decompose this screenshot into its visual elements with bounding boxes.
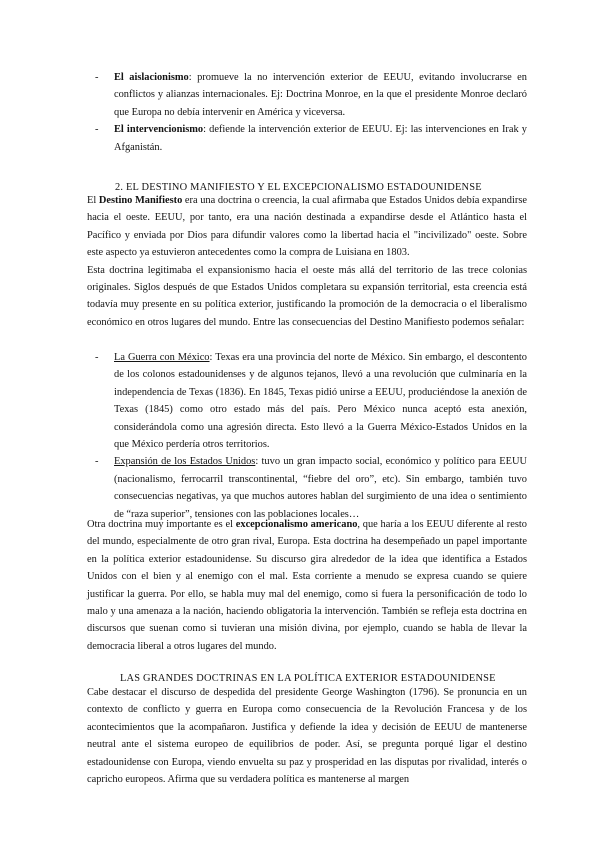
- section-body: [87, 192, 527, 331]
- bold-term: Destino Manifiesto: [98, 195, 183, 206]
- list-item: [91, 453, 527, 523]
- paragraph: Cabe destacar el discurso de despedida del presidente George Washington (1796). Se pronuncia en un contexto de conflicto y guerra en Europa como consecuencia de la Revolución Francesa y de los acontecimientos que la acompañaron. Justifica y defiende la idea y decisión de EEUU de mantenerse neutral ante el sistema europeo de equilibrios de poder. Así, se pregunta porqué ligar el destino estadounidense con Europa, viendo envuelta su paz y prosperidad en las disputas por rivalidad, interés o capricho europeos. Afirma que su verdadera política es mantenerse al margen: [87, 687, 527, 786]
- bullet-term: La Guerra con México: [114, 352, 210, 363]
- bullet-dash: -: [95, 124, 99, 136]
- section-heading: 2. EL DESTINO MANIFIESTO Y EL EXCEPCIONALISMO ESTADOUNIDENSE: [115, 182, 482, 193]
- paragraph: El Destino Manifiesto era una doctrina o creencia, la cual afirmaba que Estados Unidos debía expandirse hacia el oeste. EEUU, por tanto, era una nación destinada a expandirse desde el Atlántico hasta el Pacífico y enviada por Dios para difundir valores como la libertad hacia el "incivilizado" oeste. Sobre este aspecto ya estuvieron antecedentes como la compra de Luisiana en 1803.: [87, 195, 527, 259]
- bullet-term: El aislacionismo: [114, 72, 189, 83]
- bullet-term: Expansión de los Estados Unidos: [114, 456, 256, 468]
- list-item: [91, 69, 527, 121]
- section-body: [87, 516, 527, 655]
- paragraph: Otra doctrina muy importante es el excepcionalismo americano, que haría a los EEUU diferente al resto del mundo, especialmente de otro gran rival, Europa. Esta doctrina ha desempeñado un papel importante en la política exterior estadounidense. Su discurso gira alrededor de la idea que identifica a Estados Unidos con el bien y al enemigo con el mal. Esta corriente a menudo se expresa cuando se quiere justificar la guerra. Por ello, se habla muy mal del enemigo, como si fuera la personificación de todo lo malo y una amenaza a la nación, haciendo obligatoria la intervención. También se refleja esta doctrina en discursos que suenan como si tuvieran una misión divina, por ejemplo, cuando se habla de llevar la democracia liberal a otros lugares del mundo.: [87, 519, 527, 652]
- list-item: [91, 121, 527, 156]
- paragraph: Esta doctrina legitimaba el expansionismo hacia el oeste más allá del territorio de las trece colonias originales. Siglos después de que Estados Unidos completara su expansión territorial, esta creencia está todavía muy presente en su política exterior, justificando la promoción de la democracia o el liberalismo económico en otros lugares del mundo. Entre las consecuencias del Destino Manifiesto podemos señalar:: [87, 264, 527, 328]
- section-heading: LAS GRANDES DOCTRINAS EN LA POLÍTICA EXTERIOR ESTADOUNIDENSE: [120, 673, 496, 684]
- section-body: [87, 684, 527, 788]
- list-item: [91, 349, 527, 453]
- bullet-text: : Texas era una provincia del norte de México. Sin embargo, el descontento de los colonos estadounidenses y de algunos tejanos, llevó a una revolución que culminaría en la independencia de Texas (1836). En 1845, Texas pidió unirse a EEUU, produciéndose la anexión de Texas (1845) como otro estado más del país. Pero México nunca aceptó esta anexión, considerándola como una agresión directa. Esto llevó a la Guerra México-Estados Unidos en la que México perdería otros territorios.: [114, 352, 527, 451]
- bullet-dash: -: [95, 72, 99, 83]
- bullet-dash: -: [95, 352, 99, 363]
- bullet-term: El intervencionismo: [114, 124, 204, 136]
- consequences-list: [91, 349, 527, 523]
- top-bullet-list: [91, 69, 527, 156]
- bullet-text: : promueve la no intervención exterior de EEUU, evitando involucrarse en conflictos y alianzas internacionales. Ej: Doctrina Monroe, en la que el presidente Monroe declaró que Europa no debía intervenir en América y viceversa.: [114, 72, 527, 118]
- bullet-dash: -: [95, 456, 99, 468]
- bullet-text: : defiende la intervención exterior de EEUU. Ej: las intervenciones en Irak y Afganistán.: [114, 124, 527, 153]
- bullet-text: : tuvo un gran impacto social, económico y político para EEUU (nacionalismo, ferrocarril transcontinental, “fiebre del oro”, etc). Sin embargo, también tuvo consecuencias negativas, ya que muchos autores hablan del surgimiento de una idea o sentimiento de “raza superior”, tensiones con las poblaciones locales…: [114, 456, 527, 520]
- bold-term: excepcionalismo americano: [235, 519, 358, 530]
